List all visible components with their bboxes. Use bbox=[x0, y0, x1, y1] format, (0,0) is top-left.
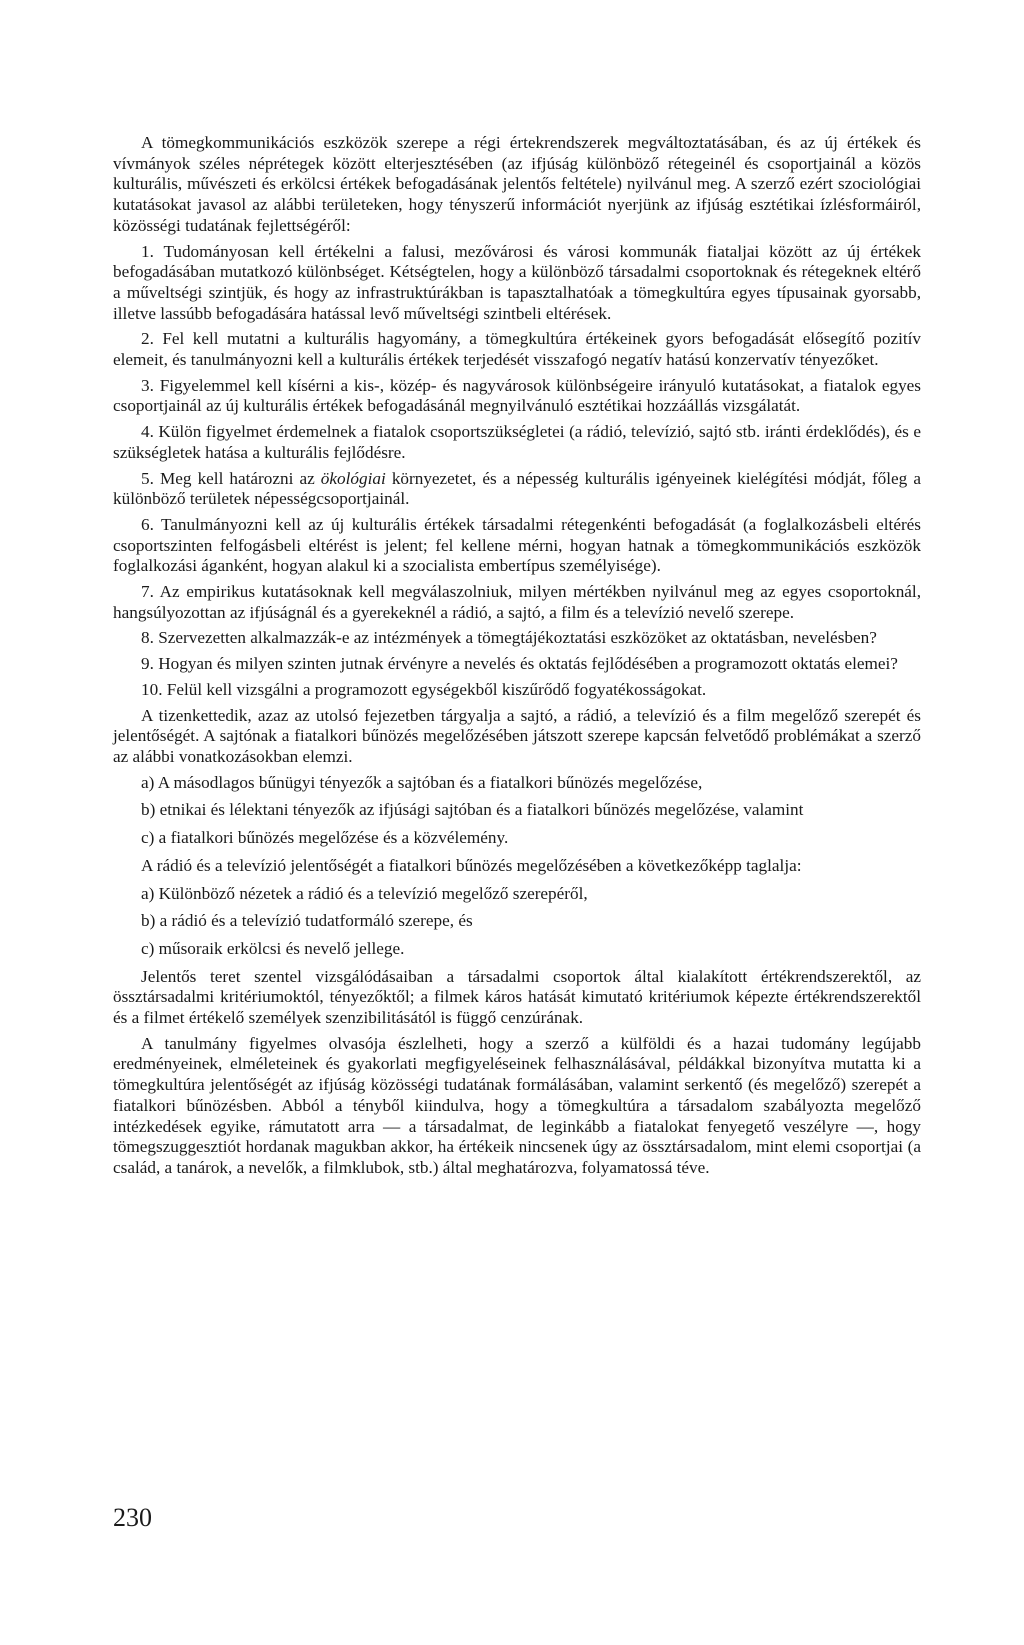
sub-item: b) a rádió és a televízió tudatformáló szerepe, és bbox=[141, 911, 473, 931]
list-item: 3. Figyelemmel kell kísérni a kis-, közép- és nagyvárosok különbségeire irányuló kutatásokat, a fiatalok egyes csoportjainál az új kulturális értékek befogadásánál megnyilvánuló esztétikai hozzáállás vizsgálatát. bbox=[113, 375, 921, 416]
list-item: 4. Külön figyelmet érdemelnek a fiatalok csoportszükségletei (a rádió, televízió, sajtó stb. iránti érdeklődés), és e szükségletek hatása a kulturális fejlődésre. bbox=[113, 422, 921, 462]
list-item: 2. Fel kell mutatni a kulturális hagyomány, a tömegkultúra értékeinek gyors befogadását elősegítő pozitív elemeit, és tanulmányozni kell a kulturális értékek terjedését visszafogó negatív hatású konzervatív tényezőket. bbox=[113, 329, 921, 370]
list-item: 8. Szervezetten alkalmazzák-e az intézmények a tömegtájékoztatási eszközöket az oktatásban, nevelésben? bbox=[141, 628, 877, 648]
page-body bbox=[113, 133, 921, 1184]
paragraph: Jelentős teret szentel vizsgálódásaiban a társadalmi csoportok által kialakított értékrendszerektől, az össztársadalmi kritériumoktól, tényezőktől; a filmek káros hatását kimutató kritériumok képezte értékrendszerektől és a filmet értékelő személyek szenzibilitásától is függő cenzúrának. bbox=[113, 966, 921, 1028]
italic-term: ökológiai bbox=[320, 468, 386, 488]
list-item: 9. Hogyan és milyen szinten jutnak érvényre a nevelés és oktatás fejlődésében a programozott oktatás elemei? bbox=[141, 654, 898, 674]
sub-item: c) műsoraik erkölcsi és nevelő jellege. bbox=[141, 938, 405, 958]
sub-item: c) a fiatalkori bűnözés megelőzése és a közvélemény. bbox=[141, 828, 509, 848]
sub-item: a) A másodlagos bűnügyi tényezők a sajtóban és a fiatalkori bűnözés megelőzése, bbox=[141, 772, 703, 792]
paragraph: A tömegkommunikációs eszközök szerepe a régi értekrendszerek megváltoztatásában, és az új értékek és vívmányok széles néprétegek között elterjesztésében (az ifjúság különböző rétegeinél és csoportjainál a közös kulturális, művészeti és erkölcsi értékek befogadásának jelentős feltétele) nyilvánul meg. A szerző ezért szociológiai kutatásokat javasol az alábbi területeken, hogy tényszerű információt nyerjünk az ifjúság esztétikai ízlésformáiról, közösségi tudatának fejlettségéről: bbox=[113, 133, 921, 235]
list-item: 10. Felül kell vizsgálni a programozott egységekből kiszűrődő fogyatékosságokat. bbox=[141, 679, 707, 699]
paragraph: A tanulmány figyelmes olvasója észlelheti, hogy a szerző a külföldi és a hazai tudomány legújabb eredményeinek, elméleteinek és gyakorlati megfigyeléseinek felhasználásával, példákkal bizonyítva mutatta ki a tömegkultúra jelentőségét az ifjúság közösségi tudatának formálásában, valamint serkentő (és megelőző) szerepét a fiatalkori bűnözésben. Abból a tényből kiindulva, hogy a tömegkultúra a társadalom szabályozta megelőző intézkedések egyike, rámutatott arra — a társadalmat, de leginkább a fiatalokat fenyegető veszélyre —, hogy tömegszuggesztiót hordanak magukban akkor, ha értékeik nincsenek úgy az össztársadalom, mint elemi csoportjai (a család, a tanárok, a nevelők, a filmklubok, stb.) által meghatározva, folyamatossá téve. bbox=[113, 1033, 921, 1177]
paragraph: A tizenkettedik, azaz az utolsó fejezetben tárgyalja a sajtó, a rádió, a televízió és a film megelőző szerepét és jelentőségét. A sajtónak a fiatalkori bűnözés megelőzésében játszott szerepe kapcsán felvetődő problémákat a szerző az alábbi vonatkozásokban elemzi. bbox=[113, 705, 921, 766]
sub-item: b) etnikai és lélektani tényezők az ifjúsági sajtóban és a fiatalkori bűnözés megelőzése, valamint bbox=[141, 800, 804, 820]
sub-item: a) Különböző nézetek a rádió és a televízió megelőző szerepéről, bbox=[141, 883, 588, 903]
list-item: 7. Az empirikus kutatásoknak kell megválaszolniuk, milyen mértékben nyilvánul meg az egyes csoportoknál, hangsúlyozottan az ifjúságnál és a gyerekeknél a rádió, a sajtó, a film és a televízió nevelő szerepe. bbox=[113, 582, 921, 622]
list-item: 6. Tanulmányozni kell az új kulturális értékek társadalmi rétegenkénti befogadását (a foglalkozásbeli eltérés csoportszinten felfogásbeli eltérést is jelent; fel kellene mérni, hogyan hatnak a tömegkommunikációs eszközök foglalkozási áganként, hogyan alakul ki a szocialista embertípus személyisége). bbox=[113, 514, 921, 576]
list-item: 5. Meg kell határozni az ökológiai környezetet, és a népesség kulturális igényeinek kielégítési módját, főleg a különböző területek népességcsoportjainál. bbox=[113, 468, 921, 509]
paragraph: A rádió és a televízió jelentőségét a fiatalkori bűnözés megelőzésében a következőképp taglalja: bbox=[141, 855, 802, 875]
page-number: 230 bbox=[113, 1503, 152, 1532]
list-item: 1. Tudományosan kell értékelni a falusi, mezővárosi és városi kommunák fiataljai között az új értékek befogadásában mutatkozó különbséget. Kétségtelen, hogy a különböző társadalmi csoportoknak és rétegeknek eltérő a műveltségi szintjük, és hogy az infrastruktúrákban is tapasztalhatóak a tömegkultúra egyes típusainak gyorsabb, illetve lassúbb befogadására hatással levő műveltségi szintbeli eltérések. bbox=[113, 241, 921, 323]
